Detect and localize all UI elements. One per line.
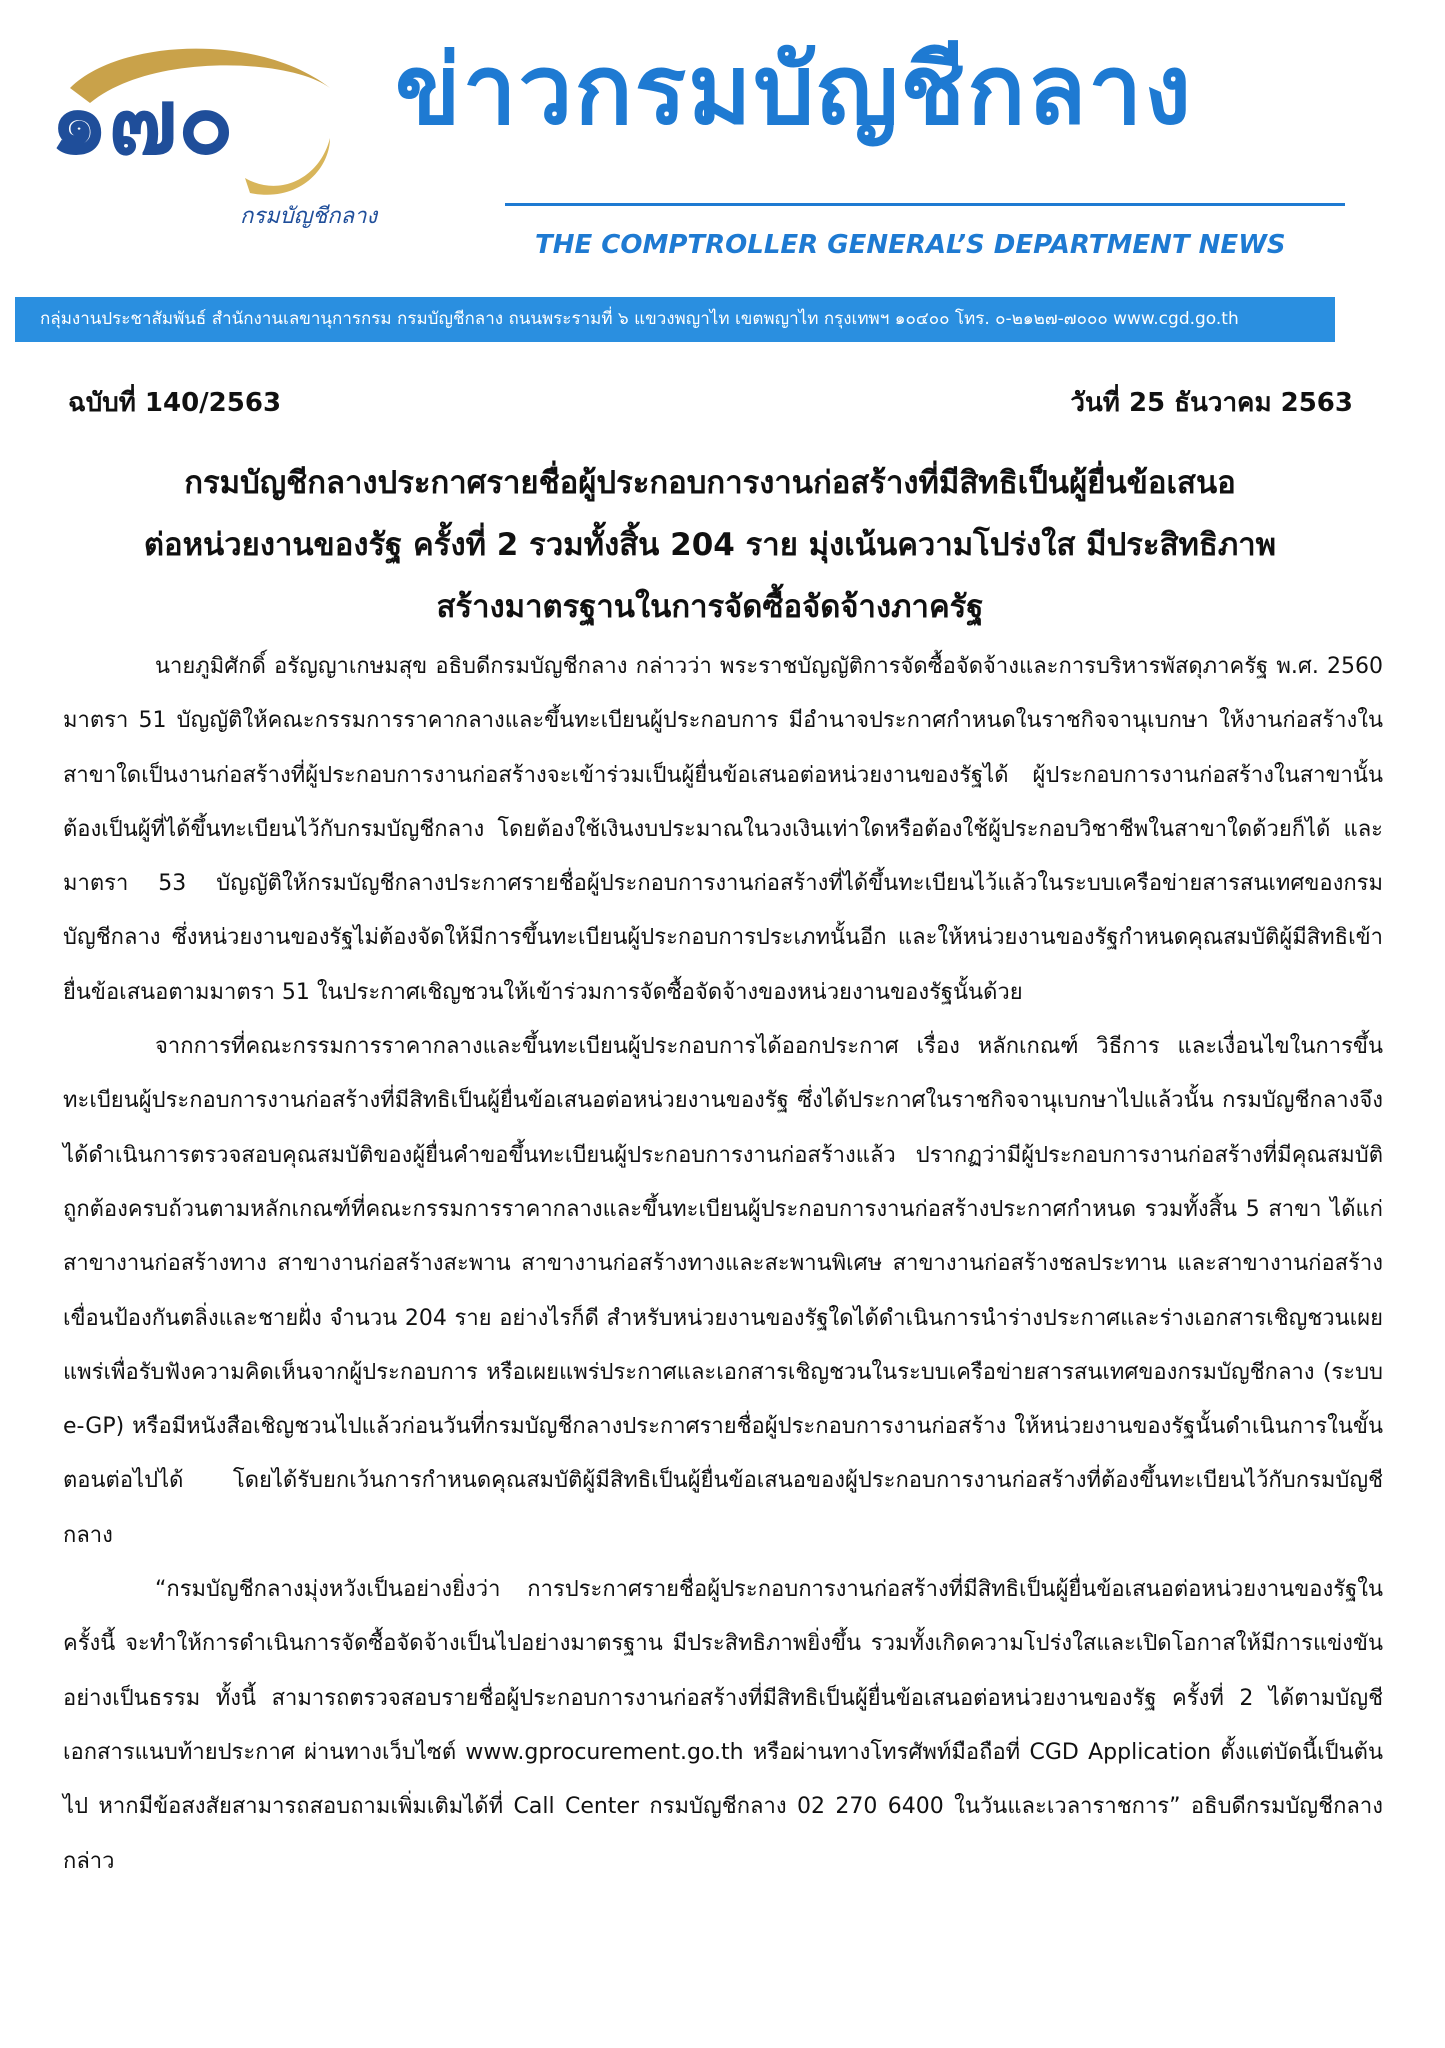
paragraph-2: จากการที่คณะกรรมการราคากลางและขึ้นทะเบียนผู้ประกอบการได้ออกประกาศ เรื่อง หลักเกณฑ์ วิธีการ และเงื่อนไขในการขึ้นทะเบียนผู้ประกอบการงานก่อสร้างที่มีสิทธิเป็นผู้ยื่นข้อเสนอต่อหน่วยงานของรัฐ ซึ่งได้ประกาศในราชกิจจานุเบกษาไปแล้วนั้น กรมบัญชีกลางจึงได้ดำเนินการตรวจสอบคุณสมบัติของผู้ยื่นคำขอขึ้นทะเบียนผู้ประกอบการงานก่อสร้างแล้ว ปรากฏว่ามีผู้ประกอบการงานก่อสร้างที่มีคุณสมบัติถูกต้องครบถ้วนตามหลักเกณฑ์ที่คณะกรรมการราคากลางและขึ้นทะเบียนผู้ประกอบการงานก่อสร้างประกาศกำหนด รวมทั้งสิ้น 5 สาขา ได้แก่ สาขางานก่อสร้างทาง สาขางานก่อสร้างสะพาน สาขางานก่อสร้างทางและสะพานพิเศษ สาขางานก่อสร้างชลประทาน และสาขางานก่อสร้างเขื่อนป้องกันตลิ่งและชายฝั่ง จำนวน 204 ราย อย่างไรก็ดี สำหรับหน่วยงานของรัฐใดได้ดำเนินการนำร่างประกาศและร่างเอกสารเชิญชวนเผยแพร่เพื่อรับฟังความคิดเห็นจากผู้ประกอบการ หรือเผยแพร่ประกาศและเอกสารเชิญชวนในระบบเครือข่ายสารสนเทศของกรมบัญชีกลาง (ระบบ e-GP) หรือมีหนังสือเชิญชวนไปแล้วก่อนวันที่กรมบัญชีกลางประกาศรายชื่อผู้ประกอบการงานก่อสร้าง ให้หน่วยงานของรัฐนั้นดำเนินการในขั้นตอนต่อไปได้ โดยได้รับยกเว้นการกำหนดคุณสมบัติผู้มีสิทธิเป็นผู้ยื่นข้อเสนอของผู้ประกอบการงานก่อสร้างที่ต้องขึ้นทะเบียนไว้กับกรมบัญชีกลาง [63, 1034, 1383, 1548]
headline-line-1: กรมบัญชีกลางประกาศรายชื่อผู้ประกอบการงานก่อสร้างที่มีสิทธิเป็นผู้ยื่นข้อเสนอ [184, 465, 1236, 501]
masthead-divider [505, 203, 1345, 206]
gold-swirl-ornament-lower [245, 138, 330, 195]
issue-number: ฉบับที่ 140/2563 [68, 388, 282, 418]
masthead-english-title: THE COMPTROLLER GENERAL’S DEPARTMENT NEWS [535, 230, 1286, 260]
news-headline [60, 452, 1360, 638]
paragraph-1: นายภูมิศักดิ์ อรัญญาเกษมสุข อธิบดีกรมบัญชีกลาง กล่าวว่า พระราชบัญญัติการจัดซื้อจัดจ้างและการบริหารพัสดุภาครัฐ พ.ศ. 2560 มาตรา 51 บัญญัติให้คณะกรรมการราคากลางและขึ้นทะเบียนผู้ประกอบการ มีอำนาจประกาศกำหนดในราชกิจจานุเบกษา ให้งานก่อสร้างในสาขาใดเป็นงานก่อสร้างที่ผู้ประกอบการงานก่อสร้างจะเข้าร่วมเป็นผู้ยื่นข้อเสนอต่อหน่วยงานของรัฐได้ ผู้ประกอบการงานก่อสร้างในสาขานั้นต้องเป็นผู้ที่ได้ขึ้นทะเบียนไว้กับกรมบัญชีกลาง โดยต้องใช้เงินงบประมาณในวงเงินเท่าใดหรือต้องใช้ผู้ประกอบวิชาชีพในสาขาใดด้วยก็ได้ และมาตรา 53 บัญญัติให้กรมบัญชีกลางประกาศรายชื่อผู้ประกอบการงานก่อสร้างที่ได้ขึ้นทะเบียนไว้แล้วในระบบเครือข่ายสารสนเทศของกรมบัญชีกลาง ซึ่งหน่วยงานของรัฐไม่ต้องจัดให้มีการขึ้นทะเบียนผู้ประกอบการประเภทนั้นอีก และให้หน่วยงานของรัฐกำหนดคุณสมบัติผู้มีสิทธิเข้ายื่นข้อเสนอตามมาตรา 51 ในประกาศเชิญชวนให้เข้าร่วมการจัดซื้อจัดจ้างของหน่วยงานของรัฐนั้นด้วย [63, 654, 1383, 1005]
logo-number: ๑๗๐ [50, 67, 234, 175]
masthead-title: ข่าวกรมบัญชีกลาง [395, 34, 1194, 146]
issue-date: วันที่ 25 ธันวาคม 2563 [1070, 388, 1353, 418]
article-body [63, 640, 1383, 1889]
headline-line-2: ต่อหน่วยงานของรัฐ ครั้งที่ 2 รวมทั้งสิ้น 204 ราย มุ่งเน้นความโปร่งใส มีประสิทธิภาพ [143, 527, 1277, 563]
headline-line-3: สร้างมาตรฐานในการจัดซื้อจัดจ้างภาครัฐ [436, 589, 984, 625]
logo-caption: กรมบัญชีกลาง [240, 204, 378, 229]
address-bar: กลุ่มงานประชาสัมพันธ์ สำนักงานเลขานุการกรม กรมบัญชีกลาง ถนนพระรามที่ ๖ แขวงพญาไท เขตพญาไท กรุงเทพฯ ๑๐๔๐๐ โทร. ๐-๒๑๒๗-๗๐๐๐ www.cgd.go.th [15, 297, 1335, 342]
paragraph-3: “กรมบัญชีกลางมุ่งหวังเป็นอย่างยิ่งว่า การประกาศรายชื่อผู้ประกอบการงานก่อสร้างที่มีสิทธิเป็นผู้ยื่นข้อเสนอต่อหน่วยงานของรัฐในครั้งนี้ จะทำให้การดำเนินการจัดซื้อจัดจ้างเป็นไปอย่างมาตรฐาน มีประสิทธิภาพยิ่งขึ้น รวมทั้งเกิดความโปร่งใสและเปิดโอกาสให้มีการแข่งขันอย่างเป็นธรรม ทั้งนี้ สามารถตรวจสอบรายชื่อผู้ประกอบการงานก่อสร้างที่มีสิทธิเป็นผู้ยื่นข้อเสนอต่อหน่วยงานของรัฐ ครั้งที่ 2 ได้ตามบัญชีเอกสารแนบท้ายประกาศ ผ่านทางเว็บไซต์ www.gprocurement.go.th หรือผ่านทางโทรศัพท์มือถือที่ CGD Application ตั้งแต่บัดนี้เป็นต้นไป หากมีข้อสงสัยสามารถสอบถามเพิ่มเติมได้ที่ Call Center กรมบัญชีกลาง 02 270 6400 ในวันและเวลาราชการ” อธิบดีกรมบัญชีกลาง กล่าว [63, 1577, 1383, 1874]
department-170th-anniversary-logo [30, 28, 390, 238]
